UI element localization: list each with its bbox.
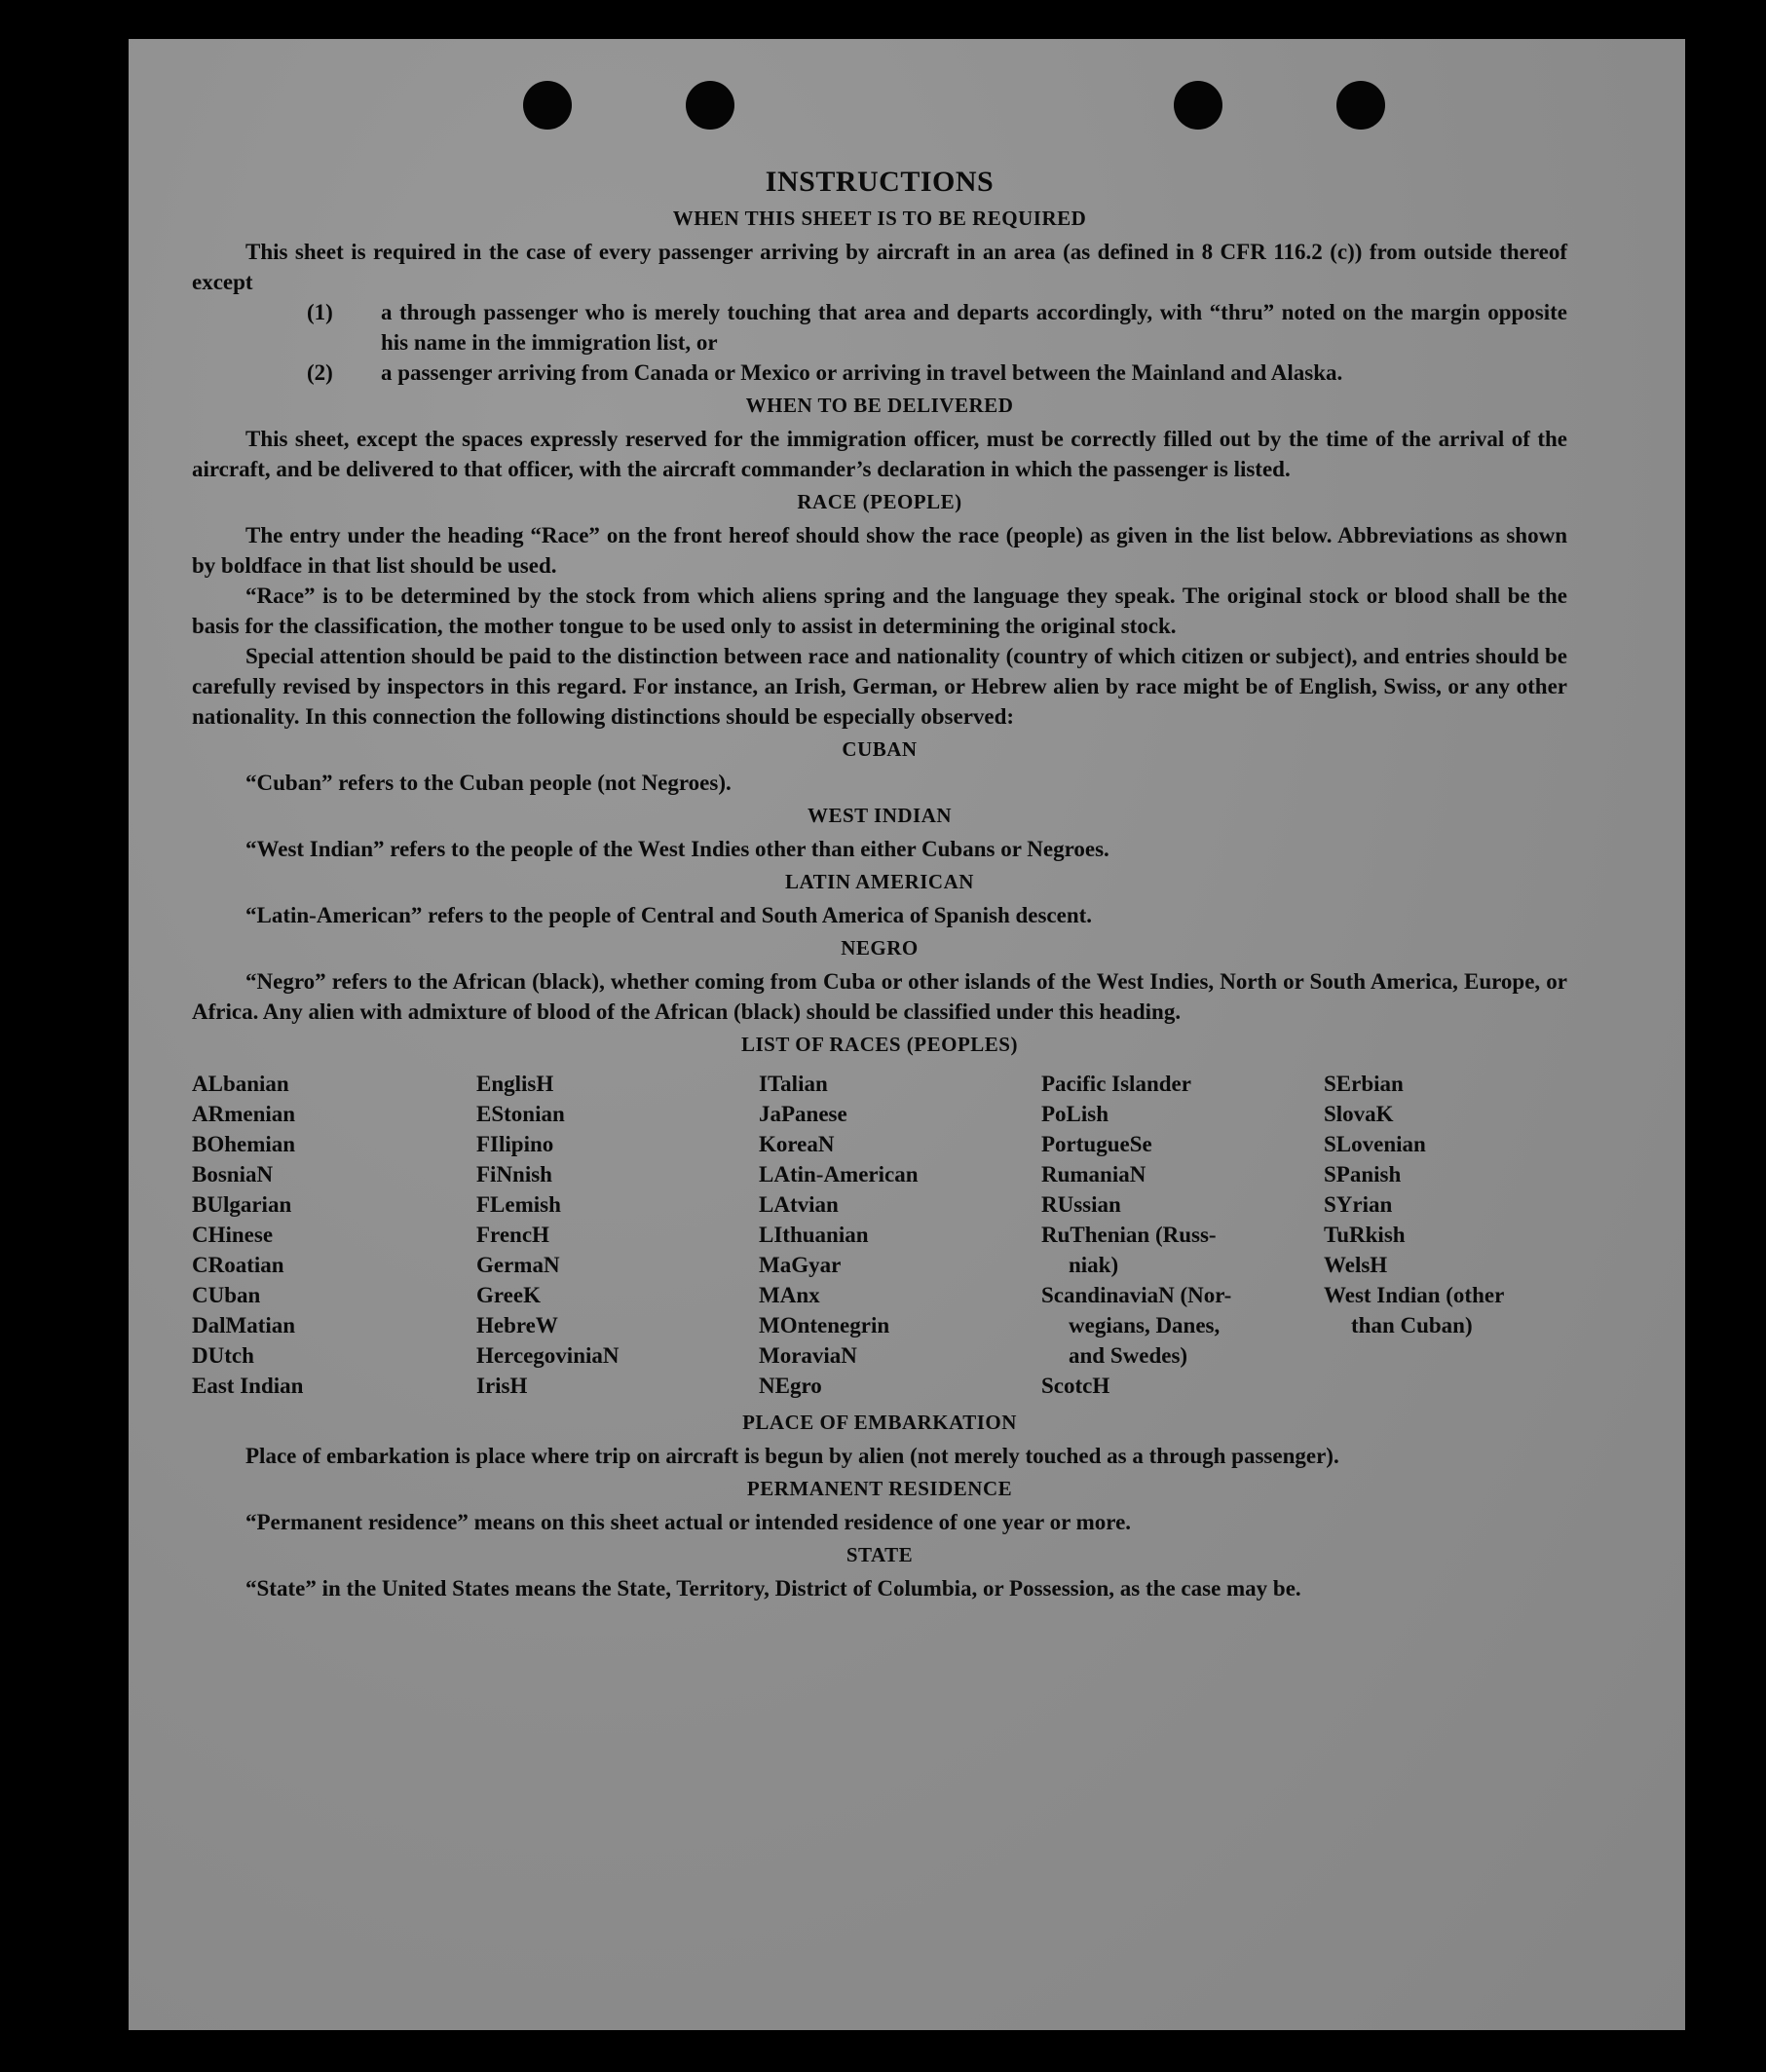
races-list — [192, 1069, 1567, 1401]
race-entry: SPanish — [1324, 1162, 1402, 1187]
race-entry: GermaN — [476, 1253, 560, 1277]
race-entry: and Swedes) — [1069, 1343, 1188, 1368]
race-entry: GreeK — [476, 1283, 541, 1307]
race-entry: MOntenegrin — [759, 1313, 890, 1337]
section-heading-when-required: WHEN THIS SHEET IS TO BE REQUIRED — [672, 207, 1087, 230]
race-entry: SErbian — [1324, 1072, 1404, 1096]
race-entry: RuThenian (Russ- — [1041, 1223, 1217, 1247]
race-entry: CHinese — [192, 1223, 274, 1247]
section-heading-list-of-races: LIST OF RACES (PEOPLES) — [741, 1033, 1018, 1056]
races-column — [1324, 1069, 1567, 1401]
race-entry: HebreW — [476, 1313, 558, 1337]
paragraph: “State” in the United States means the State, Territory, District of Columbia, or Possession, as the case may be. — [245, 1576, 1301, 1601]
race-entry: BosniaN — [192, 1162, 274, 1187]
paragraph: This sheet, except the spaces expressly reserved for the immigration officer, must be correctly filled out by the time of the arrival of the aircraft, and be delivered to that officer, with the aircraft commander’s declaration in which the passenger is listed. — [192, 427, 1567, 481]
section-heading-state: STATE — [845, 1543, 914, 1566]
item-number: (2) — [307, 360, 333, 385]
race-entry: SlovaK — [1324, 1102, 1394, 1126]
section-heading-embarkation: PLACE OF EMBARKATION — [742, 1411, 1017, 1434]
race-entry: EStonian — [476, 1102, 565, 1126]
races-column — [1041, 1069, 1324, 1401]
race-entry: KoreaN — [759, 1132, 835, 1156]
race-entry: DalMatian — [192, 1313, 296, 1337]
race-entry: SYrian — [1324, 1192, 1393, 1217]
races-column — [476, 1069, 759, 1401]
race-entry: BOhemian — [192, 1132, 296, 1156]
section-heading-residence: PERMANENT RESIDENCE — [746, 1477, 1013, 1500]
paragraph: The entry under the heading “Race” on the front hereof should show the race (people) as given in the list below. Abbreviations as shown by boldface in that list should be used. — [192, 523, 1567, 578]
paragraph: “Race” is to be determined by the stock from which aliens spring and the language they speak. The original stock or blood shall be the basis for the classification, the mother tongue to be used only to assist in determining the original stock. — [192, 584, 1567, 638]
race-entry: TuRkish — [1324, 1223, 1406, 1247]
race-entry: wegians, Danes, — [1069, 1313, 1221, 1337]
race-entry: ScandinaviaN (Nor- — [1041, 1283, 1232, 1307]
punch-hole — [686, 81, 734, 130]
section-heading-race: RACE (PEOPLE) — [797, 490, 962, 513]
paragraph: “Negro” refers to the African (black), whether coming from Cuba or other islands of the West Indies, North or South America, Europe, or Africa. Any alien with admixture of blood of the African (black) should be classified under this heading. — [192, 969, 1567, 1024]
race-entry: FiNnish — [476, 1162, 552, 1187]
instructions-content — [192, 166, 1567, 1603]
race-entry: LAtin-American — [759, 1162, 919, 1187]
race-entry: DUtch — [192, 1343, 254, 1368]
paragraph: Special attention should be paid to the distinction between race and nationality (country of which citizen or subject), and entries should be carefully revised by inspectors in this regard. For instance, an Irish, German, or Hebrew alien by race might be of English, Swiss, or any other nationality. In this connection the following distinctions should be especially observed: — [192, 644, 1567, 729]
race-entry: CRoatian — [192, 1253, 284, 1277]
race-entry: MAnx — [759, 1283, 820, 1307]
race-entry: LIthuanian — [759, 1223, 869, 1247]
section-heading-latin-american: LATIN AMERICAN — [785, 870, 974, 893]
race-entry: EnglisH — [476, 1072, 554, 1096]
paragraph: “Permanent residence” means on this sheet actual or intended residence of one year or more. — [245, 1510, 1132, 1534]
race-entry: NEgro — [759, 1374, 822, 1398]
list-item — [307, 358, 1567, 388]
race-entry: FLemish — [476, 1192, 561, 1217]
section-heading-west-indian: WEST INDIAN — [807, 804, 953, 827]
race-entry: WelsH — [1324, 1253, 1388, 1277]
race-entry: CUban — [192, 1283, 261, 1307]
punch-hole — [1174, 81, 1222, 130]
race-entry: IrisH — [476, 1374, 528, 1398]
race-entry: East Indian — [192, 1374, 304, 1398]
section-heading-negro: NEGRO — [841, 936, 919, 960]
race-entry: FrencH — [476, 1223, 549, 1247]
document-sheet — [129, 39, 1685, 2030]
race-entry: RUssian — [1041, 1192, 1121, 1217]
race-entry: PortugueSe — [1041, 1132, 1152, 1156]
race-entry: SLovenian — [1324, 1132, 1426, 1156]
race-entry: Pacific Islander — [1041, 1072, 1191, 1096]
paragraph: This sheet is required in the case of every passenger arriving by aircraft in an area (as defined in 8 CFR 116.2 (c)) from outside thereof except — [192, 240, 1567, 294]
page-title: INSTRUCTIONS — [765, 166, 995, 198]
item-text: a passenger arriving from Canada or Mexico or arriving in travel between the Mainland and Alaska. — [381, 360, 1343, 385]
race-entry: BUlgarian — [192, 1192, 292, 1217]
race-entry: ITalian — [759, 1072, 828, 1096]
paragraph: “West Indian” refers to the people of the West Indies other than either Cubans or Negroes. — [245, 837, 1109, 861]
punch-hole — [523, 81, 572, 130]
paragraph: “Cuban” refers to the Cuban people (not Negroes). — [245, 771, 732, 795]
race-entry: West Indian (other — [1324, 1283, 1505, 1307]
punch-hole — [1336, 81, 1385, 130]
section-heading-cuban: CUBAN — [842, 737, 918, 761]
paragraph: Place of embarkation is place where trip on aircraft is begun by alien (not merely touched as a through passenger). — [245, 1444, 1339, 1468]
race-entry: ScotcH — [1041, 1374, 1110, 1398]
race-entry: JaPanese — [759, 1102, 847, 1126]
race-entry: HercegoviniaN — [476, 1343, 620, 1368]
races-column — [759, 1069, 1041, 1401]
race-entry: FIlipino — [476, 1132, 554, 1156]
races-column — [192, 1069, 476, 1401]
race-entry: ARmenian — [192, 1102, 296, 1126]
race-entry: RumaniaN — [1041, 1162, 1146, 1187]
race-entry: MaGyar — [759, 1253, 842, 1277]
race-entry: LAtvian — [759, 1192, 839, 1217]
race-entry: niak) — [1069, 1253, 1119, 1277]
item-text: a through passenger who is merely touching that area and departs accordingly, with “thru” noted on the margin opposite his name in the immigration list, or — [381, 300, 1567, 355]
race-entry: MoraviaN — [759, 1343, 857, 1368]
race-entry: ALbanian — [192, 1072, 289, 1096]
list-item — [307, 297, 1567, 358]
section-heading-when-delivered: WHEN TO BE DELIVERED — [745, 394, 1014, 417]
item-number: (1) — [307, 300, 333, 324]
race-entry: PoLish — [1041, 1102, 1109, 1126]
paragraph: “Latin-American” refers to the people of Central and South America of Spanish descent. — [245, 903, 1093, 927]
race-entry: than Cuban) — [1351, 1313, 1473, 1337]
